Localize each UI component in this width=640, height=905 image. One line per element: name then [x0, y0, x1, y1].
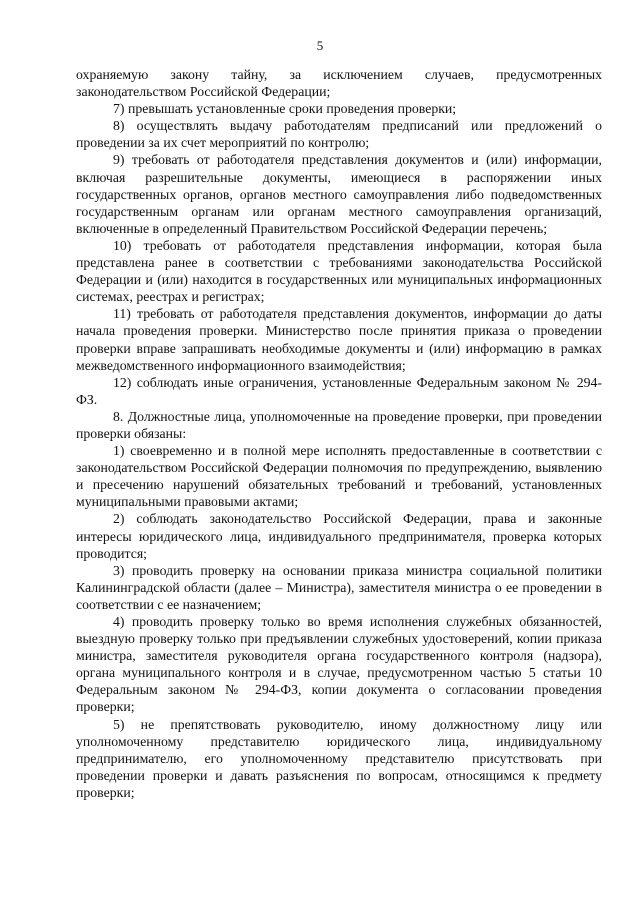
paragraph: 5) не препятствовать руководителю, иному должностному лицу или уполномоченному представителю юридического лица, индивидуальному предпринимателю, его уполномоченному представителю присутствовать при проведении проверки и давать разъяснения по вопросам, относящимся к предмету проверки; [76, 716, 602, 800]
paragraph: охраняемую закону тайну, за исключением случаев, предусмотренных законодательством Российской Федерации; [76, 67, 602, 100]
page-number: 5 [316, 38, 324, 53]
paragraph: 3) проводить проверку на основании приказа министра социальной политики Калининградской области (далее – Министра), заместителя министра о ее проведении в соответствии с ее назначением; [76, 562, 602, 612]
paragraph: 1) своевременно и в полной мере исполнять предоставленные в соответствии с законодательством Российской Федерации полномочия по предупреждению, выявлению и пресечению нарушений обязательных требований и требований, установленных муниципальными правовыми актами; [76, 443, 602, 510]
paragraph: 10) требовать от работодателя представления информации, которая была представлена ранее в соответствии с требованиями законодательства Российской Федерации и (или) находится в государственных или муниципальных информационных системах, реестрах и регистрах; [76, 237, 602, 305]
paragraph: 8. Должностные лица, уполномоченные на проведение проверки, при проведении проверки обязаны: [76, 408, 602, 441]
document-body [76, 66, 602, 801]
paragraph: 11) требовать от работодателя представления документов, информации до даты начала проведения проверки. Министерство после принятия приказа о проведении проверки вправе запрашивать необходимые документы и (или) информацию в рамках межведомственного информационного взаимодействия; [76, 306, 602, 373]
paragraph: 4) проводить проверку только во время исполнения служебных обязанностей, выездную проверку только при предъявлении служебных удостоверений, копии приказа министра, заместителя руководителя органа государственного контроля (надзора), органа муниципального контроля и в случае, предусмотренном частью 5 статьи 10 Федеральным законом № 294-ФЗ, копии документа о согласовании проведения проверки; [76, 614, 602, 715]
paragraph: 12) соблюдать иные ограничения, установленные Федеральным законом № 294-ФЗ. [76, 374, 602, 407]
paragraph: 2) соблюдать законодательство Российской Федерации, права и законные интересы юридического лица, индивидуального предпринимателя, проверка которых проводится; [76, 511, 602, 561]
paragraph: 9) требовать от работодателя представления документов и (или) информации, включая разрешительные документы, имеющиеся в распоряжении иных государственных органов, органов местного самоуправления либо подведомственных государственным органам или органам местного самоуправления организаций, включенные в определенный Правительством Российской Федерации перечень; [76, 152, 602, 236]
paragraph: 7) превышать установленные сроки проведения проверки; [113, 101, 457, 117]
paragraph: 8) осуществлять выдачу работодателям предписаний или предложений о проведении за их счет мероприятий по контролю; [76, 118, 602, 151]
